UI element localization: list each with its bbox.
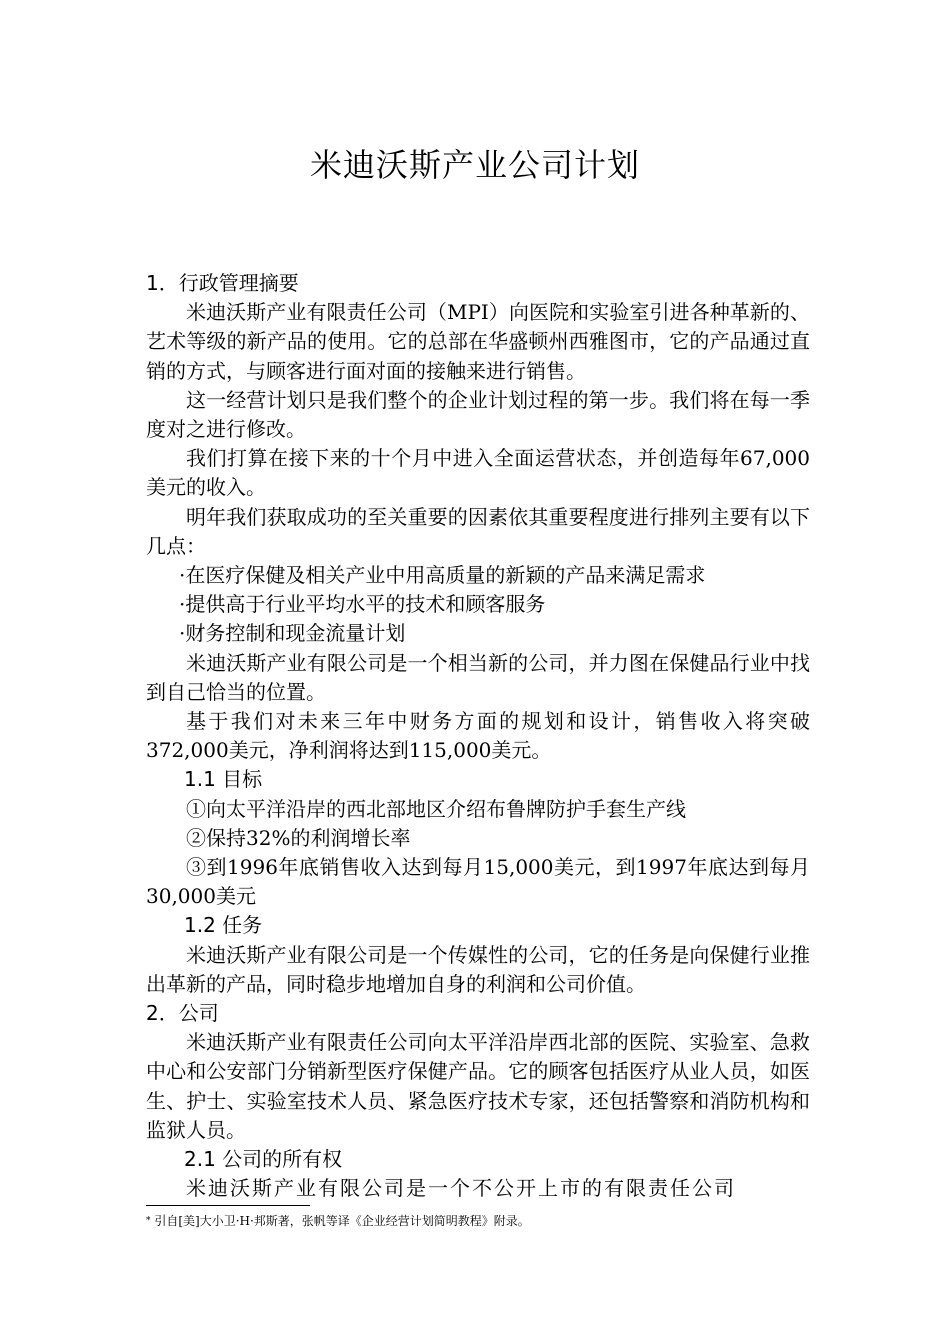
footnote-mark: * bbox=[146, 1216, 151, 1226]
paragraph: 基于我们对未来三年中财务方面的规划和设计，销售收入将突破372,000美元，净利润将达到115,000美元。 bbox=[146, 709, 810, 763]
paragraph: 这一经营计划只是我们整个的企业计划过程的第一步。我们将在每一季度对之进行修改。 bbox=[146, 387, 810, 442]
section-heading-2: 2．公司 bbox=[146, 1001, 219, 1026]
paragraph: 米迪沃斯产业有限公司是一个传媒性的公司，它的任务是向保健行业推出革新的产品，同时稳步地增加自身的利润和公司价值。 bbox=[146, 942, 810, 996]
footnote-separator bbox=[146, 1205, 310, 1206]
goal-item: ③到1996年底销售收入达到每月15,000美元，到1997年底达到每月30,000美元 bbox=[146, 855, 810, 909]
goal-item: ②保持32%的利润增长率 bbox=[186, 825, 411, 850]
subsection-heading-1-1: 1.1 目标 bbox=[184, 767, 263, 792]
bullet-item: ·提供高于行业平均水平的技术和顾客服务 bbox=[179, 592, 546, 617]
paragraph: 米迪沃斯产业有限责任公司向太平洋沿岸西北部的医院、实验室、急救中心和公安部门分销新型医疗保健产品。它的顾客包括医疗从业人员，如医生、护士、实验室技术人员、紧急医疗技术专家，还包括警察和消防机构和监狱人员。 bbox=[146, 1030, 810, 1142]
paragraph: 米迪沃斯产业有限公司是一个相当新的公司，并力图在保健品行业中找到自己恰当的位置。 bbox=[146, 650, 810, 704]
footnote bbox=[146, 1212, 810, 1230]
document-title: 米迪沃斯产业公司计划 bbox=[309, 146, 640, 184]
paragraph: 米迪沃斯产业有限责任公司（MPI）向医院和实验室引进各种革新的、艺术等级的新产品的使用。它的总部在华盛顿州西雅图市，它的产品通过直销的方式，与顾客进行面对面的接触来进行销售。 bbox=[146, 300, 810, 383]
footnote-text: 引自[美]大小卫·H·邦斯著，张帆等译《企业经营计划简明教程》附录。 bbox=[154, 1214, 530, 1228]
bullet-item: ·财务控制和现金流量计划 bbox=[179, 621, 406, 646]
section-heading-1: 1．行政管理摘要 bbox=[146, 271, 299, 295]
paragraph: 米迪沃斯产业有限公司是一个不公开上市的有限责任公司 bbox=[186, 1176, 736, 1201]
subsection-heading-2-1: 2.1 公司的所有权 bbox=[184, 1147, 343, 1172]
goal-item: ①向太平洋沿岸的西北部地区介绍布鲁牌防护手套生产线 bbox=[186, 796, 686, 821]
subsection-heading-1-2: 1.2 任务 bbox=[184, 913, 263, 938]
paragraph: 明年我们获取成功的至关重要的因素依其重要程度进行排列主要有以下几点： bbox=[146, 504, 810, 558]
bullet-item: ·在医疗保健及相关产业中用高质量的新颖的产品来满足需求 bbox=[179, 563, 706, 588]
document-body bbox=[146, 269, 810, 1204]
paragraph: 我们打算在接下来的十个月中进入全面运营状态，并创造每年67,000美元的收入。 bbox=[146, 446, 810, 500]
